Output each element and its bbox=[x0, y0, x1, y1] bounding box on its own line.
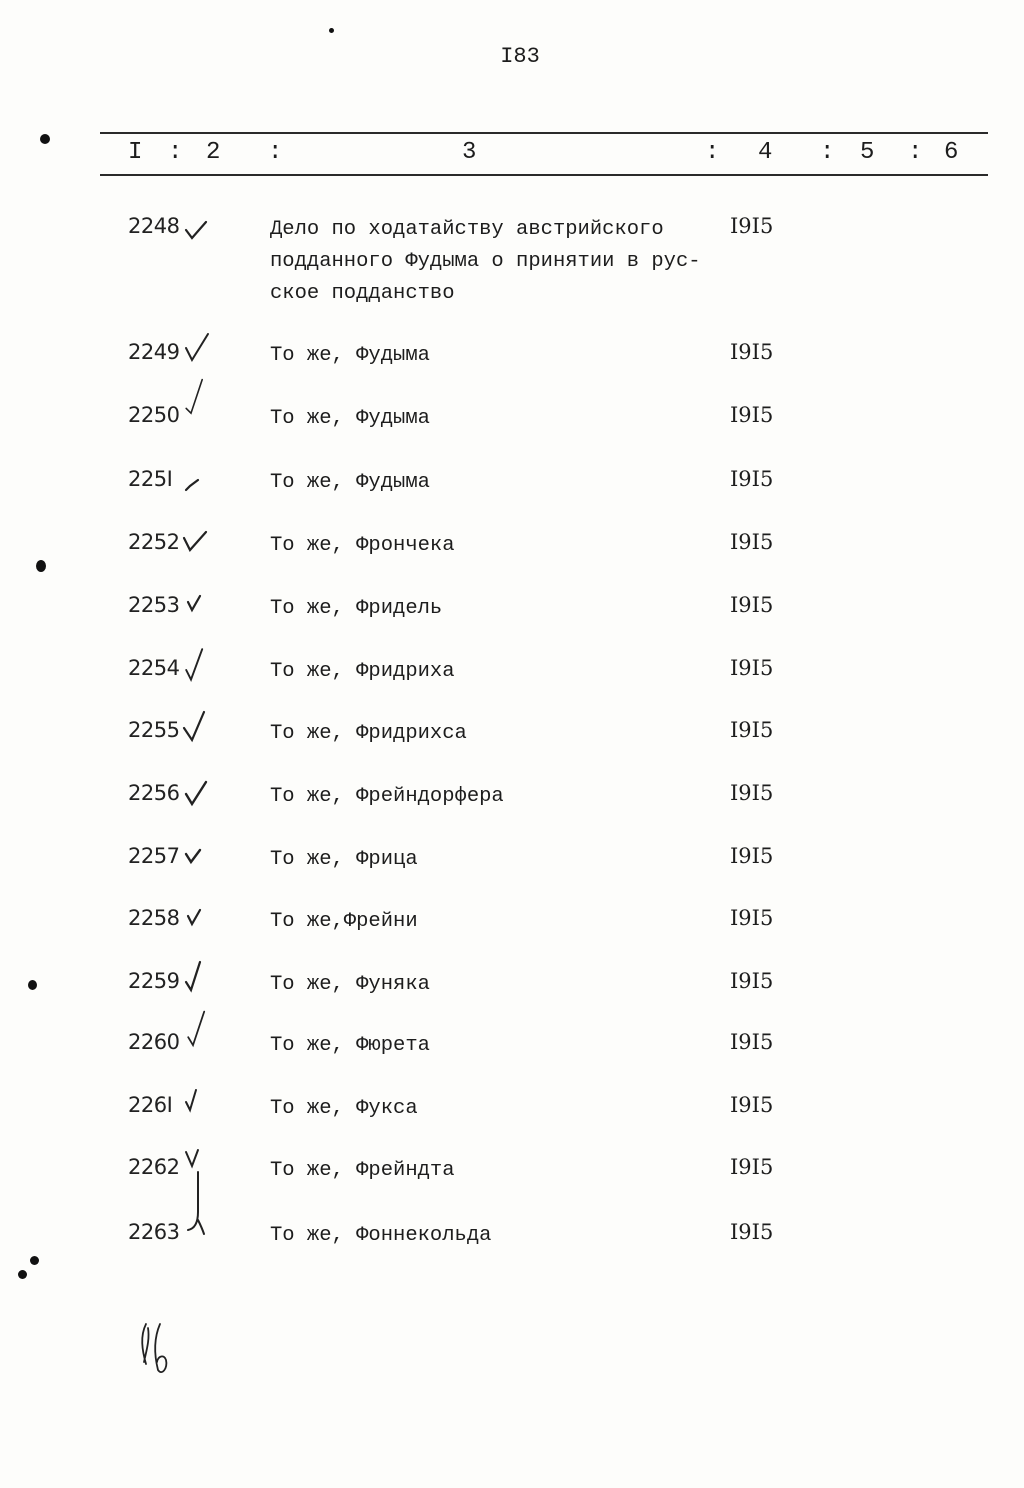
row-number: 2258 bbox=[128, 906, 180, 930]
row-description: То же, Фудыма bbox=[270, 471, 430, 494]
row-number: 225I bbox=[128, 467, 173, 491]
row-year: I9I5 bbox=[730, 844, 774, 868]
check-icon bbox=[182, 646, 208, 686]
row-number: 2250 bbox=[128, 403, 180, 427]
row-description: То же, Фюрета bbox=[270, 1034, 430, 1057]
check-icon bbox=[184, 210, 210, 250]
margin-dot bbox=[329, 28, 334, 33]
row-description: То же, Фукса bbox=[270, 1097, 418, 1120]
row-number: 2259 bbox=[128, 969, 180, 993]
row-number: 2248 bbox=[128, 214, 180, 238]
header-col-6: 6 bbox=[944, 139, 959, 166]
bracket-icon bbox=[184, 1168, 214, 1238]
row-year: I9I5 bbox=[730, 530, 774, 554]
header-separator: : bbox=[820, 139, 835, 166]
row-description: Дело по ходатайству австрийского подданного Фудыма о принятии в рус- ское подданство bbox=[270, 218, 701, 305]
row-year: I9I5 bbox=[730, 1093, 774, 1117]
check-icon bbox=[182, 522, 208, 562]
row-description: То же, Фрончека bbox=[270, 534, 455, 557]
header-top-rule bbox=[100, 132, 988, 134]
row-description: То же,Фрейни bbox=[270, 910, 418, 933]
margin-dot bbox=[28, 980, 37, 990]
header-separator: : bbox=[168, 139, 183, 166]
row-description: То же, Фридриха bbox=[270, 660, 455, 683]
check-icon bbox=[184, 776, 210, 816]
row-description: То же, Фоннекольда bbox=[270, 1224, 492, 1247]
row-description: То же, Фуняка bbox=[270, 973, 430, 996]
row-number: 2263 bbox=[128, 1220, 180, 1244]
row-year: I9I5 bbox=[730, 656, 774, 680]
check-icon bbox=[182, 708, 208, 748]
check-icon bbox=[186, 902, 212, 942]
header-col-3: 3 bbox=[462, 139, 477, 166]
header-col-1: I bbox=[128, 139, 143, 166]
row-year: I9I5 bbox=[730, 1155, 774, 1179]
row-year: I9I5 bbox=[730, 403, 774, 427]
row-number: 2262 bbox=[128, 1155, 180, 1179]
row-description: То же, Фрейндта bbox=[270, 1159, 455, 1182]
row-number: 2254 bbox=[128, 656, 180, 680]
row-number: 2249 bbox=[128, 340, 180, 364]
row-number: 2257 bbox=[128, 844, 180, 868]
row-number: 2255 bbox=[128, 718, 180, 742]
row-year: I9I5 bbox=[730, 718, 774, 742]
check-icon bbox=[184, 1010, 210, 1050]
row-number: 2256 bbox=[128, 781, 180, 805]
row-number: 2260 bbox=[128, 1030, 180, 1054]
header-separator: : bbox=[705, 139, 720, 166]
row-number: 2252 bbox=[128, 530, 180, 554]
header-separator: : bbox=[908, 139, 923, 166]
row-description: То же, Фрица bbox=[270, 848, 418, 871]
row-year: I9I5 bbox=[730, 969, 774, 993]
row-year: I9I5 bbox=[730, 214, 774, 238]
check-icon bbox=[184, 330, 210, 370]
check-icon bbox=[184, 1084, 210, 1124]
row-description: То же, Фридель bbox=[270, 597, 443, 620]
row-description: То же, Фридрихса bbox=[270, 722, 467, 745]
row-year: I9I5 bbox=[730, 1220, 774, 1244]
row-year: I9I5 bbox=[730, 340, 774, 364]
handwritten-note bbox=[138, 1320, 178, 1380]
margin-dot bbox=[18, 1270, 27, 1279]
row-description: То же, Фудыма bbox=[270, 344, 430, 367]
row-description: То же, Фудыма bbox=[270, 407, 430, 430]
row-year: I9I5 bbox=[730, 781, 774, 805]
row-description: То же, Фрейндорфера bbox=[270, 785, 504, 808]
header-separator: : bbox=[268, 139, 283, 166]
row-number: 2253 bbox=[128, 593, 180, 617]
header-bottom-rule bbox=[100, 174, 988, 176]
row-number: 226I bbox=[128, 1093, 173, 1117]
check-icon bbox=[182, 378, 208, 418]
check-icon bbox=[184, 960, 210, 1000]
row-year: I9I5 bbox=[730, 467, 774, 491]
header-col-4: 4 bbox=[758, 139, 773, 166]
row-year: I9I5 bbox=[730, 593, 774, 617]
margin-dot bbox=[36, 560, 46, 572]
header-col-2: 2 bbox=[206, 139, 221, 166]
check-icon bbox=[184, 840, 210, 880]
page-number: I83 bbox=[500, 44, 540, 69]
row-year: I9I5 bbox=[730, 906, 774, 930]
margin-dot bbox=[30, 1256, 39, 1265]
check-icon bbox=[186, 588, 212, 628]
header-col-5: 5 bbox=[860, 139, 875, 166]
check-icon bbox=[184, 462, 210, 502]
margin-dot bbox=[40, 134, 50, 144]
row-year: I9I5 bbox=[730, 1030, 774, 1054]
